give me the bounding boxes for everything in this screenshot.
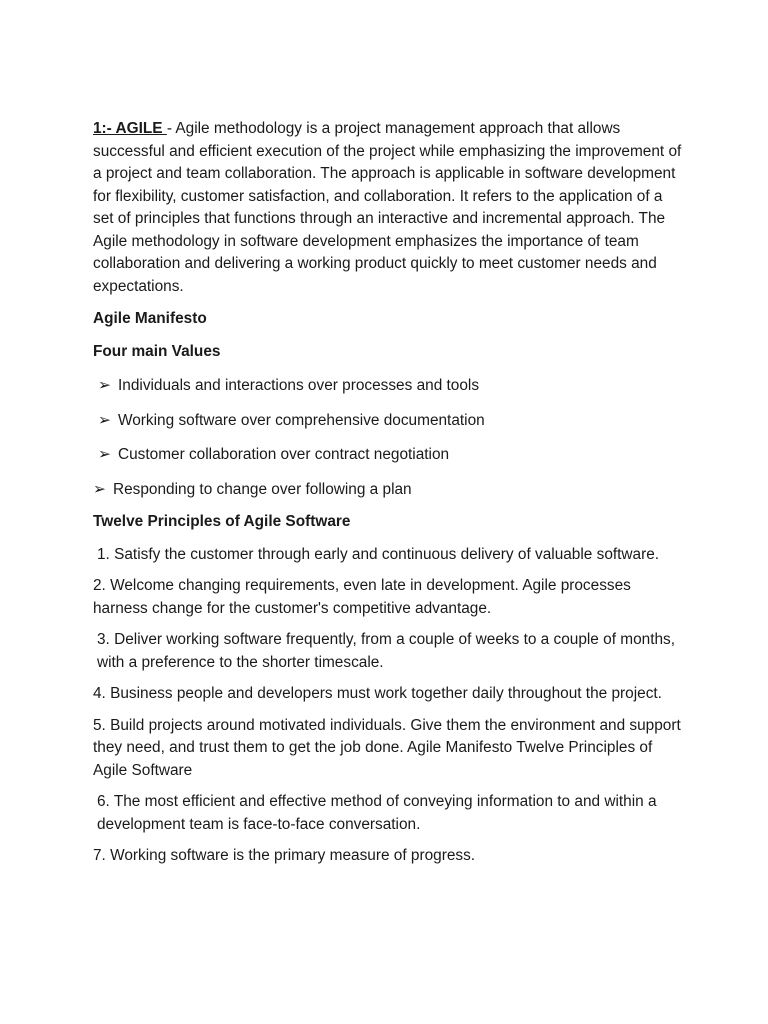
arrow-bullet-icon: ➢ [98,377,111,394]
principle-item: 1. Satisfy the customer through early and continuous delivery of valuable software. [97,545,660,563]
principle-item: 6. The most efficient and effective method of conveying information to and within a development team is face-to-face conversation. [97,793,657,833]
principle-item: 3. Deliver working software frequently, from a couple of weeks to a couple of months, with a preference to the shorter timescale. [97,631,675,671]
values-heading: Four main Values [93,342,221,360]
arrow-bullet-icon: ➢ [98,446,111,463]
value-text: Customer collaboration over contract negotiation [118,446,450,463]
value-text: Responding to change over following a plan [113,480,412,498]
arrow-bullet-icon: ➢ [98,411,111,429]
value-text: Individuals and interactions over processes and tools [118,377,480,394]
intro-paragraph [93,118,683,298]
value-item [93,375,683,398]
value-item [93,410,683,433]
principle-item: 4. Business people and developers must work together daily throughout the project. [93,685,662,702]
manifesto-heading: Agile Manifesto [93,310,207,327]
arrow-bullet-icon: ➢ [93,480,106,498]
principle-item: 7. Working software is the primary measure of progress. [93,847,476,864]
intro-text: - Agile methodology is a project management approach that allows successful and efficient execution of the project while emphasizing the improvement of a project and team collaboration. The approach is applicable in software development for flexibility, customer satisfaction, and collaboration. It refers to the application of a set of principles that functions through an interactive and incremental approach. The Agile methodology in software development emphasizes the importance of team collaboration and delivering a working product quickly to meet customer needs and expectations. [93,120,682,295]
value-item [93,444,683,467]
document-page [93,118,683,877]
principle-item: 5. Build projects around motivated individuals. Give them the environment and support they need, and trust them to get the job done. Agile Manifesto Twelve Principles of Agile Software [93,716,681,779]
value-text: Working software over comprehensive documentation [118,411,485,429]
value-item [93,479,683,502]
principle-item: 2. Welcome changing requirements, even late in development. Agile processes harness change for the customer's competitive advantage. [93,577,631,617]
principles-heading: Twelve Principles of Agile Software [93,513,351,530]
intro-label: 1:- AGILE [93,120,167,137]
